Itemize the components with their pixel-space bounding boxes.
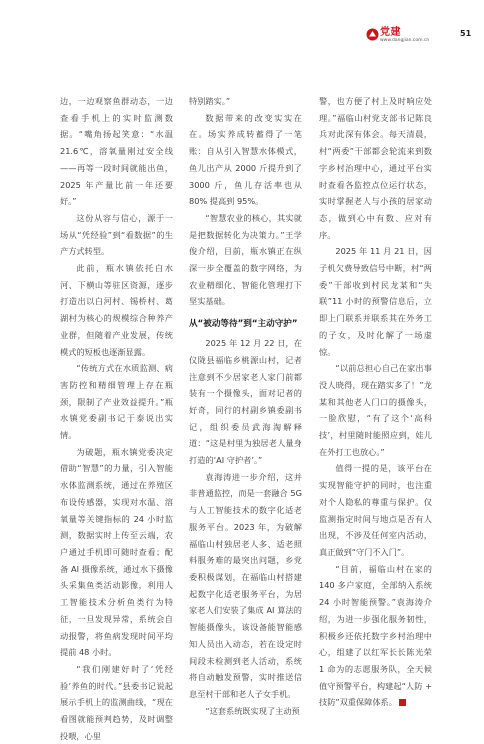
paragraph: “以前总担心自己在家出事没人晓得，现在踏实多了！”龙某和其他老人门口的摄像头，一脸欣慰，“有了这个‘高科技’，村里随时能照应到，娃儿在外打工也放心。” [319, 363, 432, 457]
brand-emblem-icon [366, 28, 379, 41]
paragraph: “这套系统既实现了主动预 [205, 705, 300, 716]
end-mark-icon [399, 699, 406, 706]
paragraph: “传统方式在水质监测、病害防控和精细管理上存在瓶颈，限制了产业效益提升。”瓶水镇党委副书记于泰说出实情。 [60, 363, 173, 441]
page-number: 51 [460, 29, 472, 38]
paragraph-text: “目前，福临山村在家的 140 多户家庭，全部纳入系统 24 小时智能预警。”袁海涛介绍，为进一步强化服务韧性，积极乡还依托数字乡村治理中心，组建了以红军长长陈光荣 1 命为的志愿服务队，全天候值守预警平台，构建起“人防 + 技防”双重保障体系。 [319, 563, 432, 708]
paragraph: 边，一边观察鱼群动态，一边查看手机上的实时监测数据。“嘴角扬起笑意：“水温 21.6℃，溶氧量刚过安全线——再等一段时间就能出鱼，2025 年产量比前一年还要好。” [60, 96, 173, 207]
paragraph: 值得一提的是，该平台在实现智能守护的同时，也注重对个人隐私的尊重与保护。仅监测指定时间与地点是否有人出现，不涉及任何室内活动，真正做到“守门不入门”。 [319, 463, 432, 557]
paragraph: 此前，瓶水镇依托白水河、下横山等驻区资源，逐步打造出以白河村、锡桥村、葛湖村为核心的规模综合种养产业群，但随着产业发展，传统模式的短板也逐渐显露。 [60, 263, 173, 357]
paragraph: 为破题，瓶水镇党委决定借助“智慧”的力量，引入智能水体监测系统，通过在养殖区布设传感器，实现对水温、溶氧量等关键指标的 24 小时监测，数据实时上传至云端，农户通过手机即可随时查看；配备 AI 摄像系统，通过水下摄像头采集鱼类活动影像，利用人工智能技术分析鱼类行为特征，一旦发现异常，系统会自动报警，将鱼病发现时间平均提前 48 小时。 [60, 446, 173, 658]
paragraph: 这份从容与信心，源于一场从“凭经验”到“看数据”的生产方式转型。 [60, 212, 173, 257]
column-1 [60, 93, 173, 744]
page-header [0, 0, 484, 60]
paragraph: “智慧农业的核心，其实就是把数据转化为决策力。”王学俊介绍，目前，瓶水镇正在纵深一步全覆盖的数字网络，为农业精细化、智能化管理打下坚实基础。 [189, 212, 302, 307]
paragraph: 2025 年 12 月 22 日，在仪陇县福临乡桃源山村，记者注意到不少居家老人家门前都装有一个摄像头，面对记者的好奇，同行的村副乡镇委副书记，组织委员武海淘解释道：“这是村里为独居老人量身打造的‘AI 守护者’。” [189, 338, 302, 466]
paragraph: 袁海涛进一步介绍，这并非普通监控，而是一套融合 5G 与人工智能技术的数字化适老服务平台。2023 年，为破解福临山村独居老人多、适老照料服务难的最突出问题，乡党委积极谋划，在福临山村搭建起数字化适老服务平台，为居家老人们安装了集成 AI 算法的智能摄像头，该设备能智能感知人员出入动态，若在设定时间段未检测到老人活动，系统将自动触发预警，实时推送信息至村干部和老人子女手机。 [189, 471, 302, 699]
paragraph: 特别踏实。” [189, 96, 231, 106]
brand-name: 党建 [380, 27, 401, 38]
paragraph-last [319, 561, 432, 711]
brand-logo [380, 27, 436, 44]
brand-url: www.dangjian.com.cn [380, 38, 430, 43]
paragraph: 警，也方便了村上及时响应处理。”福临山村党支部书记陈良兵对此深有体会。每天清晨，村“两委”干部都会轮流来到数字乡村治理中心，通过平台实时查看各监控点位运行状态，实时掌握老人与小孩的居家动态，做到心中有数、应对有序。 [319, 96, 432, 240]
section-heading: 从“被动等待”到“主动守护” [189, 319, 298, 330]
paragraph: 2025 年 11 月 21 日，因子机欠费导致信号中断，村“两委”干部收到村民龙某和“失联”11 小时的预警信息后，立即上门联系并联系其在外务工的子女，及时化解了一场虚惊。 [319, 246, 432, 357]
paragraph: 数据带来的改变实实在在。场实养成转蓄得了一笔账：自从引入智慧水体模式，鱼儿出产从 2000 斤提升到了 3000 斤，鱼儿存活率也从 80% 提高到 95%。 [189, 112, 302, 207]
article-body [60, 93, 432, 741]
column-2 [189, 93, 302, 719]
column-3 [319, 93, 432, 711]
paragraph: “我们刚建好时了‘凭经验’养鱼的时代。”县委书记说起展示手机上的监测曲线，“现在看图就能预判趋势，及时调整投喂，心里 [60, 663, 173, 741]
